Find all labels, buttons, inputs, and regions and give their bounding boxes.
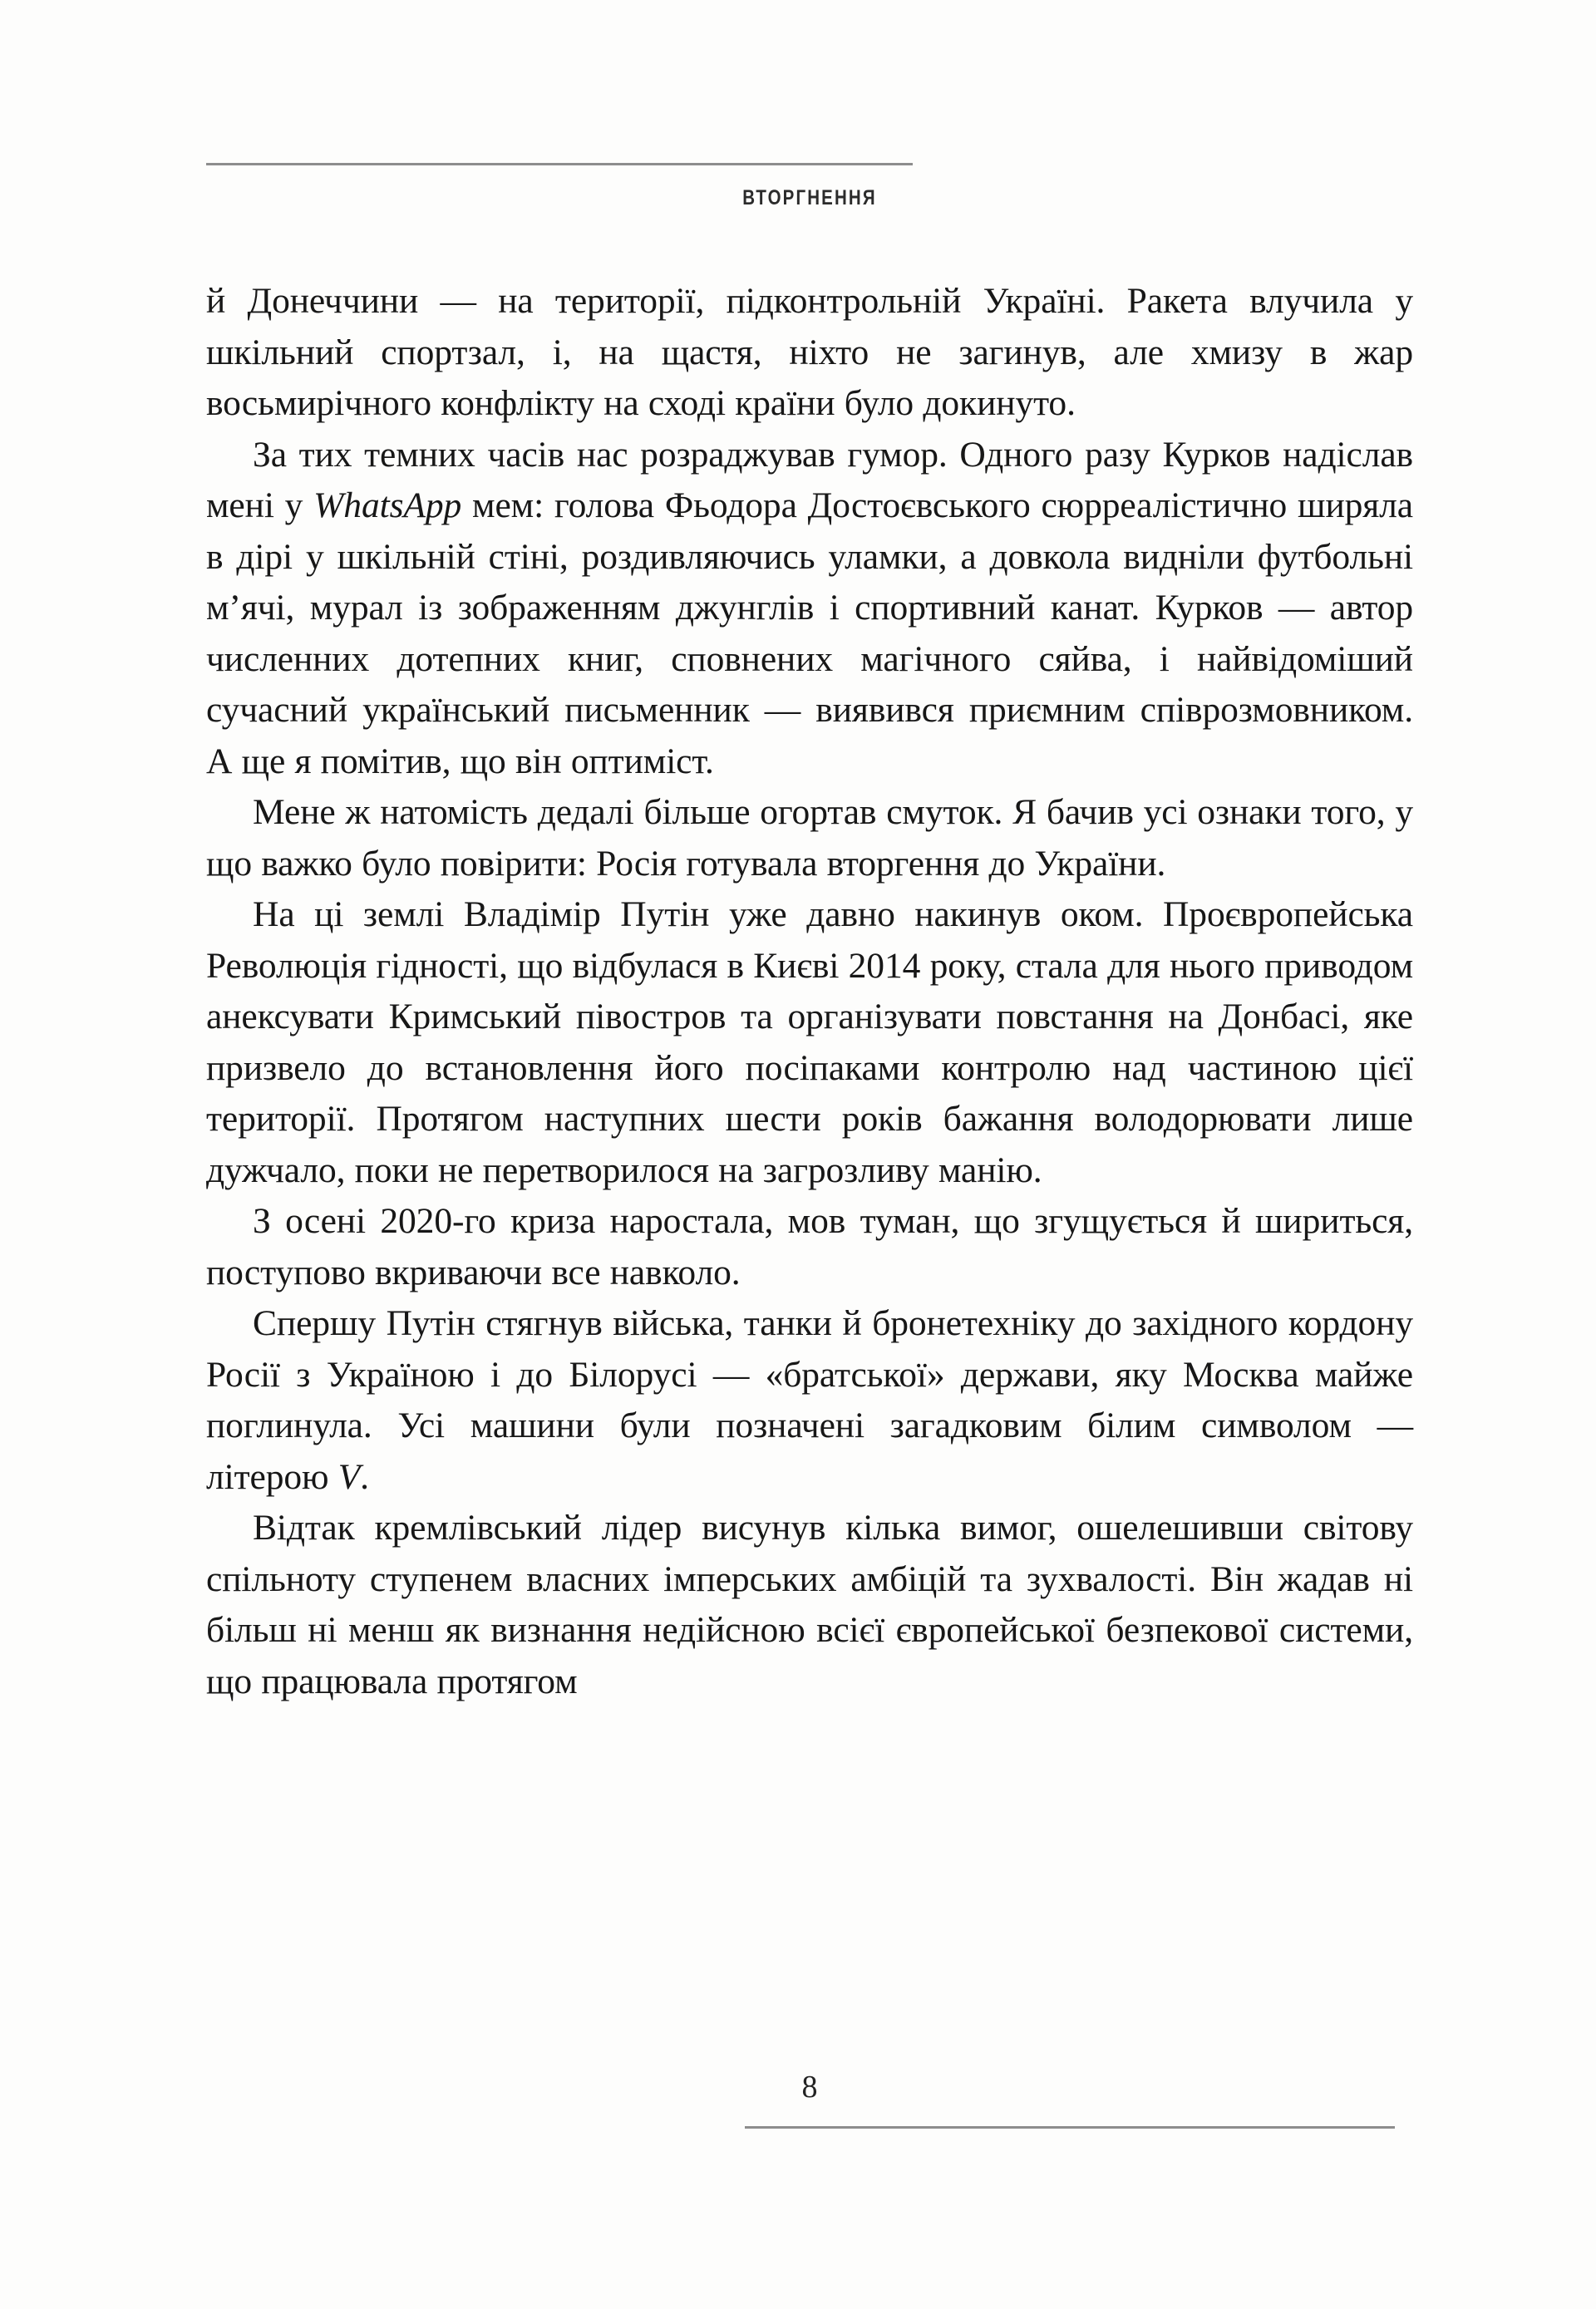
text-run: Відтак кремлівський лідер висунув кілька вимог, ошелешивши світову спільноту ступенем власних імперських амбіцій та зухвалості. Він жадав ні більш ні менш як визнання недійсною всієї європейської безпекової системи, що працювала протягом xyxy=(206,1508,1413,1701)
running-head-title: ВТОРГНЕННЯ xyxy=(742,186,877,209)
body-paragraph xyxy=(206,1196,1413,1298)
text-run: й Донеччини — на території, підконтрольній Україні. Ракета влучила у шкільний спортзал, і, на щастя, ніхто не загинув, але хмизу в жар восьмирічного конфлікту на сході країни було докинуто. xyxy=(206,281,1413,423)
page-footer xyxy=(206,2068,1413,2159)
body-paragraph xyxy=(206,889,1413,1196)
footer-rule xyxy=(745,2126,1395,2129)
body-paragraph xyxy=(206,787,1413,889)
body-text-block xyxy=(206,276,1413,1707)
text-run: На ці землі Владімір Путін уже давно накинув оком. Проєвропейська Революція гідності, що відбулася в Києві 2014 року, стала для нього приводом анексувати Кримський півостров та організувати повстання на Донбасі, яке призвело до встановлення його посіпаками контролю над частиною цієї території. Протягом наступних шести років бажання володорювати лише дужчало, поки не перетворилося на загрозливу манію. xyxy=(206,894,1413,1190)
body-paragraph xyxy=(206,430,1413,788)
text-run: З осені 2020-го криза наростала, мов туман, що згущується й шириться, поступово вкриваючи все навколо. xyxy=(206,1201,1413,1292)
page-number: 8 xyxy=(801,2070,818,2105)
text-run: Мене ж натомість дедалі більше огортав смуток. Я бачив усі ознаки того, у що важко було повірити: Росія готувала вторгення до України. xyxy=(206,792,1413,884)
italic-run: V xyxy=(337,1456,361,1497)
italic-run: WhatsApp xyxy=(313,485,462,525)
body-paragraph xyxy=(206,276,1413,430)
text-run: мем: голова Фьодора Достоєвського сюрреалістично ширяла в дірі у шкільній стіні, роздивляючись уламки, а довкола видніли футбольні м’ячі, мурал із зображенням джунглів і спортивний канат. Курков — автор численних дотепних книг, сповнених магічного сяйва, і найвідоміший сучасний український письменник — виявився приємним співрозмовником. А ще я помітив, що він оптиміст. xyxy=(206,485,1414,781)
body-paragraph xyxy=(206,1298,1413,1503)
text-run: Спершу Путін стягнув війська, танки й бронетехніку до західного кордону Росії з Україною і до Білорусі — «братської» держави, яку Москва майже поглинула. Усі машини були позначені загадковим білим символом — літерою xyxy=(206,1303,1413,1497)
running-head-rule xyxy=(206,163,913,165)
text-run: За тих темних часів нас розраджував гумор. Одного разу Курков надіслав мені у xyxy=(206,434,1413,525)
running-head xyxy=(206,163,1413,238)
body-paragraph xyxy=(206,1503,1413,1707)
text-run: . xyxy=(360,1456,369,1497)
